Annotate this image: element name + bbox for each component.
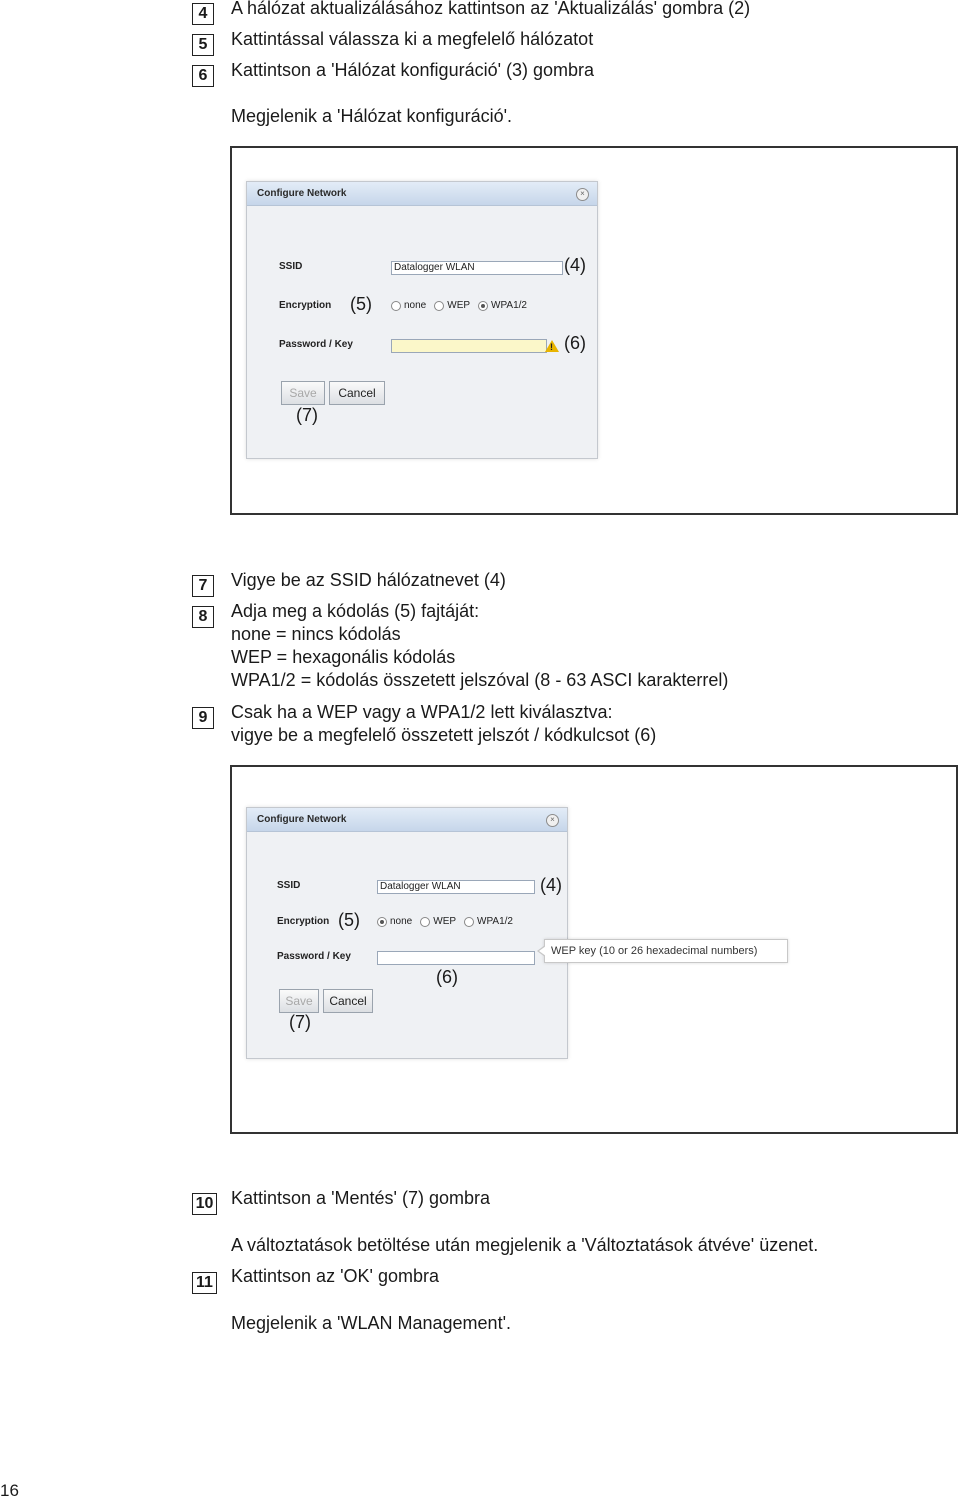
callout-6-b: (6) bbox=[436, 967, 458, 987]
save-button-2[interactable]: Save bbox=[279, 989, 319, 1013]
dialog-title-bar bbox=[247, 182, 597, 206]
radio-none-2[interactable] bbox=[377, 917, 387, 927]
radio-wep[interactable] bbox=[434, 301, 444, 311]
callout-5: (5) bbox=[350, 294, 372, 314]
dialog-title: Configure Network bbox=[257, 188, 347, 199]
radio-none[interactable] bbox=[391, 301, 401, 311]
step-number-8: 8 bbox=[192, 606, 214, 628]
password-label-2: Password / Key bbox=[277, 951, 351, 962]
step-8-line-4: WPA1/2 = kódolás összetett jelszóval (8 - 63 ASCI karakterrel) bbox=[231, 670, 729, 690]
step-number-10: 10 bbox=[192, 1193, 217, 1215]
callout-5-b: (5) bbox=[338, 910, 360, 930]
close-icon[interactable]: × bbox=[576, 188, 589, 201]
cancel-button[interactable]: Cancel bbox=[329, 381, 385, 405]
figure-frame-2 bbox=[230, 765, 958, 1134]
step-10-text: Kattintson a 'Mentés' (7) gombra bbox=[231, 1188, 490, 1208]
result-note-2: A változtatások betöltése után megjelenik a 'Változtatások átvéve' üzenet. bbox=[231, 1235, 819, 1255]
radio-wep-2[interactable] bbox=[420, 917, 430, 927]
radio-wpa-2[interactable] bbox=[464, 917, 474, 927]
radio-wpa[interactable] bbox=[478, 301, 488, 311]
ssid-input[interactable]: Datalogger WLAN bbox=[391, 261, 563, 275]
step-9-line-2: vigye be a megfelelő összetett jelszót / kódkulcsot (6) bbox=[231, 725, 657, 745]
step-4-text: A hálózat aktualizálásához kattintson az 'Aktualizálás' gombra (2) bbox=[231, 0, 751, 18]
step-5-text: Kattintással válassza ki a megfelelő hálózatot bbox=[231, 29, 594, 49]
radio-wpa-label-2: WPA1/2 bbox=[477, 916, 513, 927]
save-button[interactable]: Save bbox=[281, 381, 325, 405]
encryption-label: Encryption bbox=[279, 300, 332, 311]
encryption-options-2 bbox=[377, 916, 521, 927]
radio-none-label: none bbox=[404, 300, 427, 311]
step-6-text: Kattintson a 'Hálózat konfiguráció' (3) gombra bbox=[231, 60, 595, 80]
step-number-5: 5 bbox=[192, 34, 214, 56]
ssid-input-2[interactable]: Datalogger WLAN bbox=[377, 880, 535, 894]
step-8-line-1: Adja meg a kódolás (5) fajtáját: bbox=[231, 601, 480, 621]
password-input[interactable] bbox=[391, 339, 547, 353]
result-note-1: Megjelenik a 'Hálózat konfiguráció'. bbox=[231, 106, 513, 126]
step-8-line-2: none = nincs kódolás bbox=[231, 624, 401, 644]
ssid-label: SSID bbox=[279, 261, 303, 272]
page-number: 16 bbox=[0, 1481, 19, 1500]
password-label: Password / Key bbox=[279, 339, 353, 350]
callout-4-b: (4) bbox=[540, 875, 562, 895]
step-number-11: 11 bbox=[192, 1272, 217, 1294]
figure-frame-1 bbox=[230, 146, 958, 515]
step-8-line-3: WEP = hexagonális kódolás bbox=[231, 647, 456, 667]
step-number-9: 9 bbox=[192, 707, 214, 729]
close-icon-2[interactable]: × bbox=[546, 814, 559, 827]
radio-wpa-label: WPA1/2 bbox=[491, 300, 527, 311]
warning-icon bbox=[545, 340, 559, 352]
callout-7: (7) bbox=[296, 405, 318, 425]
step-number-4: 4 bbox=[192, 3, 214, 25]
encryption-options bbox=[391, 300, 535, 311]
callout-6: (6) bbox=[564, 333, 586, 353]
dialog-title-bar-2 bbox=[247, 808, 567, 832]
step-9-line-1: Csak ha a WEP vagy a WPA1/2 lett kiválasztva: bbox=[231, 702, 613, 722]
callout-4: (4) bbox=[564, 255, 586, 275]
warning-glyph: ! bbox=[550, 342, 553, 352]
wep-key-tooltip: WEP key (10 or 26 hexadecimal numbers) bbox=[544, 939, 788, 963]
step-number-7: 7 bbox=[192, 575, 214, 597]
step-11-text: Kattintson az 'OK' gombra bbox=[231, 1266, 439, 1286]
radio-none-label-2: none bbox=[390, 916, 413, 927]
encryption-label-2: Encryption bbox=[277, 916, 330, 927]
password-input-2[interactable] bbox=[377, 951, 535, 965]
step-number-6: 6 bbox=[192, 65, 214, 87]
ssid-label-2: SSID bbox=[277, 880, 301, 891]
result-note-3: Megjelenik a 'WLAN Management'. bbox=[231, 1313, 512, 1333]
cancel-button-2[interactable]: Cancel bbox=[323, 989, 373, 1013]
radio-wep-label: WEP bbox=[447, 300, 471, 311]
step-7-text: Vigye be az SSID hálózatnevet (4) bbox=[231, 570, 506, 590]
radio-wep-label-2: WEP bbox=[433, 916, 457, 927]
dialog-title-2: Configure Network bbox=[257, 814, 347, 825]
callout-7-b: (7) bbox=[289, 1012, 311, 1032]
